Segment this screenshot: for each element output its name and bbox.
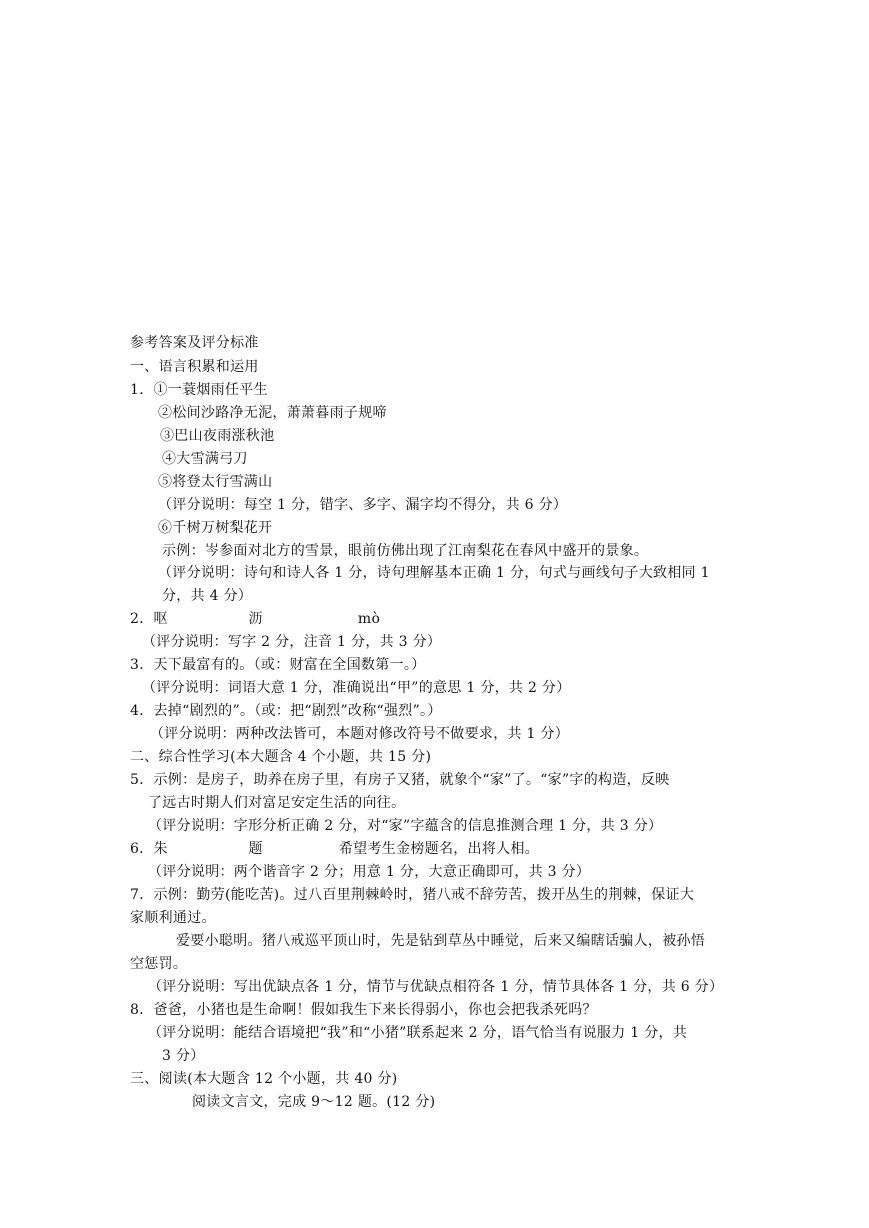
answer-line: ⑥千树万树梨花开 [158,520,273,536]
answer-line: ⑤将登太行雪满山 [158,474,273,490]
answer-line: 7．示例：勤劳(能吃苦)。过八百里荆棘岭时，猪八戒不辞劳苦，拨开丛生的荆棘，保证大 [130,887,695,903]
answer-line: 6．朱 题 希望考生金榜题名，出将人相。 [130,841,540,857]
answer-line: 空惩罚。 [130,956,188,972]
scoring-note: （评分说明：写字 2 分，注音 1 分，共 3 分） [142,634,442,650]
answer-line: 示例：岑参面对北方的雪景，眼前仿佛出现了江南梨花在春风中盛开的景象。 [162,543,649,559]
scoring-note: （评分说明：诗句和诗人各 1 分，诗句理解基本正确 1 分，句式与画线句子大致相同 1 [158,565,710,581]
answer-line: ④大雪满弓刀 [162,451,248,467]
answer-line: 阅读文言文，完成 9～12 题。(12 分) [192,1094,436,1110]
answer-line: 8．爸爸，小猪也是生命啊！假如我生下来长得弱小，你也会把我杀死吗？ [130,1002,597,1018]
answer-line: 1．①一蓑烟雨任平生 [130,382,268,398]
answer-line: 家顺利通过。 [130,910,216,926]
scoring-note: （评分说明：两种改法皆可，本题对修改符号不做要求，共 1 分） [150,726,570,742]
scoring-note: （评分说明：写出优缺点各 1 分，情节与优缺点相符各 1 分，情节具体各 1 分，共 6 分） [148,979,724,995]
scoring-note: 分，共 4 分） [162,588,253,604]
scoring-note: （评分说明：每空 1 分，错字、多字、漏字均不得分，共 6 分） [158,497,568,513]
scoring-note: 3 分） [162,1048,205,1064]
scoring-note: （评分说明：能结合语境把“我”和“小猪”联系起来 2 分，语气恰当有说服力 1 分，共 [148,1025,688,1041]
section-heading: 一、语言积累和运用 [130,359,259,375]
scoring-note: （评分说明：两个谐音字 2 分；用意 1 分，大意正确即可，共 3 分） [148,864,591,880]
document-title: 参考答案及评分标准 [130,335,259,351]
answer-line: 3．天下最富有的。（或：财富在全国数第一。） [130,657,426,673]
answer-line: 4．去掉“剧烈的”。（或：把“剧烈”改称“强烈”。） [130,703,442,719]
answer-line: 2．呕 沥 mò [130,611,381,627]
answer-line: 了远古时期人们对富足安定生活的向往。 [148,795,406,811]
answer-line: 爱要小聪明。猪八戒巡平顶山时，先是钻到草丛中睡觉，后来又编瞎话骗人，被孙悟 [176,933,706,949]
section-heading: 三、阅读(本大题含 12 个小题，共 40 分) [130,1071,398,1087]
answer-line: ②松间沙路净无泥，萧萧暮雨子规啼 [158,405,387,421]
answer-line: ③巴山夜雨涨秋池 [160,428,275,444]
scoring-note: （评分说明：词语大意 1 分，准确说出“甲”的意思 1 分，共 2 分） [142,680,571,696]
scoring-note: （评分说明：字形分析正确 2 分，对“家”字蕴含的信息推测合理 1 分，共 3 分） [148,818,663,834]
section-heading: 二、综合性学习(本大题含 4 个小题，共 15 分) [130,749,432,765]
answer-line: 5．示例：是房子，助养在房子里，有房子又猪，就象个“家”了。“家”字的构造，反映 [130,772,670,788]
